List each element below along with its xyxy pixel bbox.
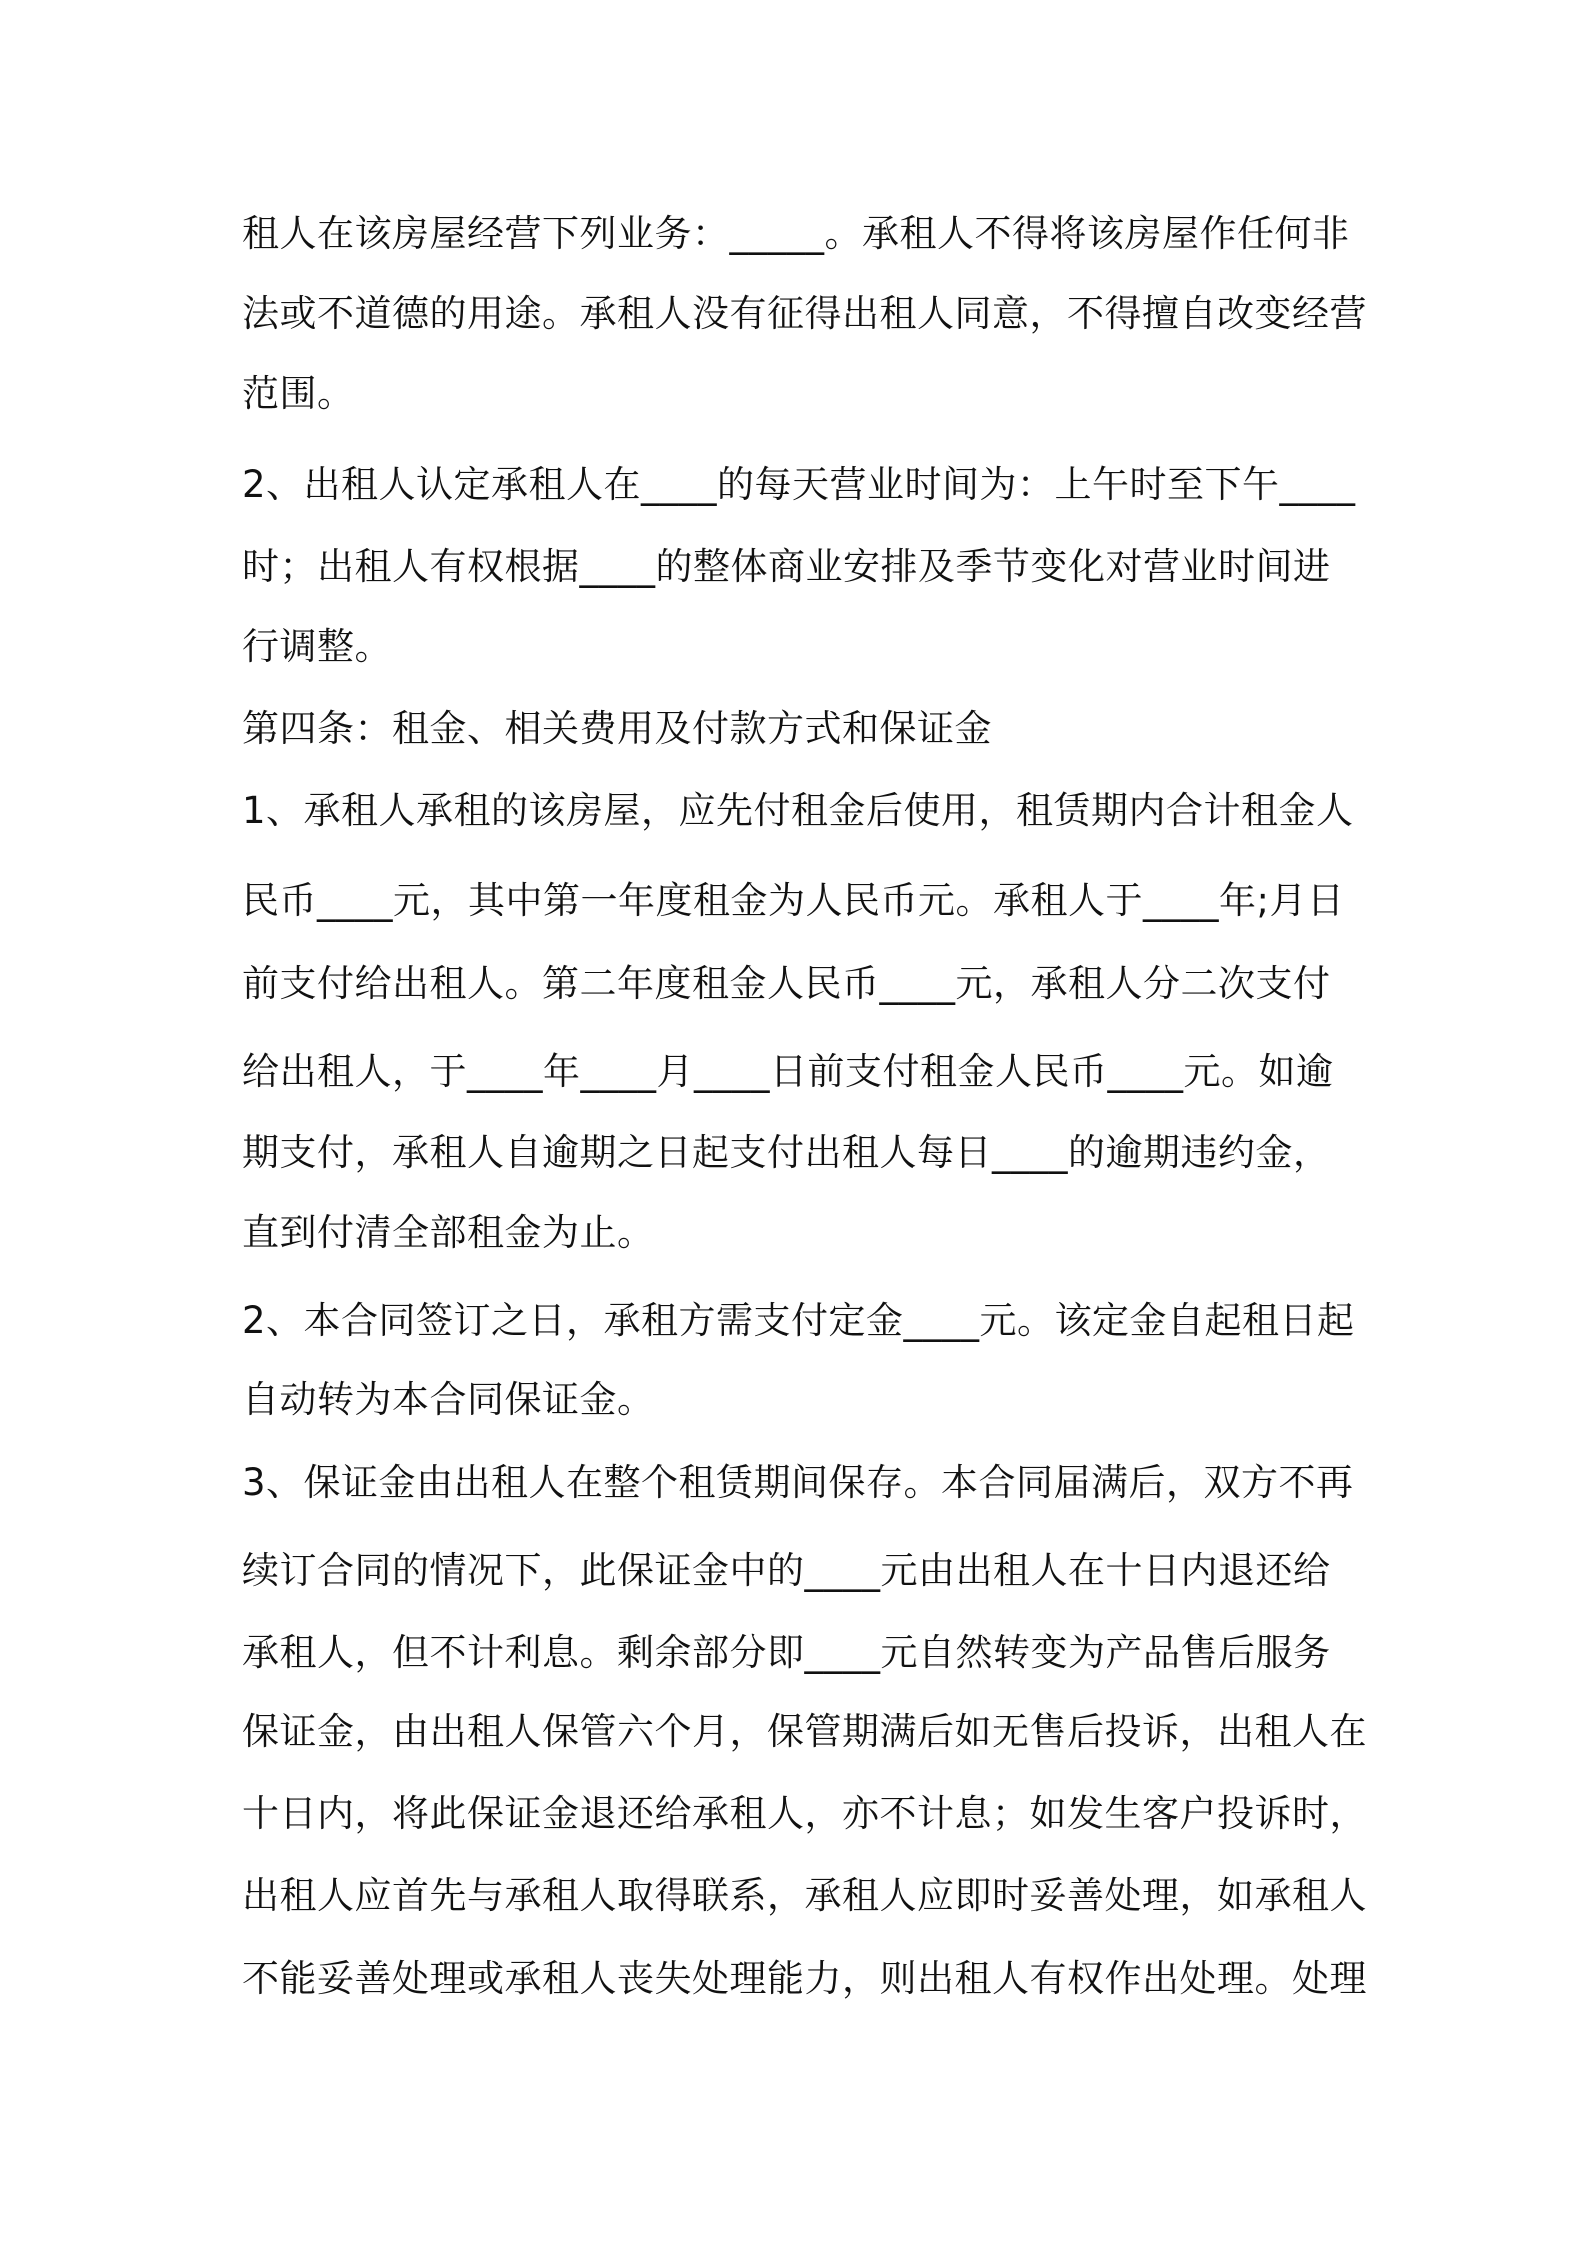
text-line: 1、承租人承租的该房屋，应先付租金后使用，租赁期内合计租金人 [242, 789, 1354, 832]
text-line: 2、本合同签订之日，承租方需支付定金____元。该定金自起租日起 [242, 1299, 1355, 1342]
text-line: 范围。 [242, 372, 355, 415]
text-line: 行调整。 [242, 625, 392, 668]
text-line: 民币____元，其中第一年度租金为人民币元。承租人于____年;月日 [242, 879, 1345, 922]
text-line: 不能妥善处理或承租人丧失处理能力，则出租人有权作出处理。处理 [242, 1957, 1367, 2000]
text-line: 法或不道德的用途。承租人没有征得出租人同意，不得擅自改变经营 [242, 292, 1367, 335]
text-line: 前支付给出租人。第二年度租金人民币____元，承租人分二次支付 [242, 962, 1331, 1005]
text-line: 十日内，将此保证金退还给承租人，亦不计息；如发生客户投诉时， [242, 1792, 1367, 1835]
text-line: 出租人应首先与承租人取得联系，承租人应即时妥善处理，如承租人 [242, 1874, 1367, 1917]
text-line: 期支付，承租人自逾期之日起支付出租人每日____的逾期违约金， [242, 1131, 1331, 1174]
text-line: 自动转为本合同保证金。 [242, 1378, 655, 1421]
section-heading: 第四条：租金、相关费用及付款方式和保证金 [242, 707, 992, 750]
text-line: 2、出租人认定承租人在____的每天营业时间为：上午时至下午____ [242, 463, 1356, 506]
text-line: 3、保证金由出租人在整个租赁期间保存。本合同届满后，双方不再 [242, 1461, 1354, 1504]
text-line: 续订合同的情况下，此保证金中的____元由出租人在十日内退还给 [242, 1549, 1331, 1592]
text-line: 给出租人，于____年____月____日前支付租金人民币____元。如逾 [242, 1050, 1334, 1093]
text-line: 直到付清全部租金为止。 [242, 1211, 655, 1254]
text-line: 租人在该房屋经营下列业务：_____。承租人不得将该房屋作任何非 [242, 212, 1350, 255]
text-line: 保证金，由出租人保管六个月，保管期满后如无售后投诉，出租人在 [242, 1710, 1367, 1753]
text-line: 承租人，但不计利息。剩余部分即____元自然转变为产品售后服务 [242, 1631, 1331, 1674]
text-line: 时；出租人有权根据____的整体商业安排及季节变化对营业时间进 [242, 545, 1331, 588]
